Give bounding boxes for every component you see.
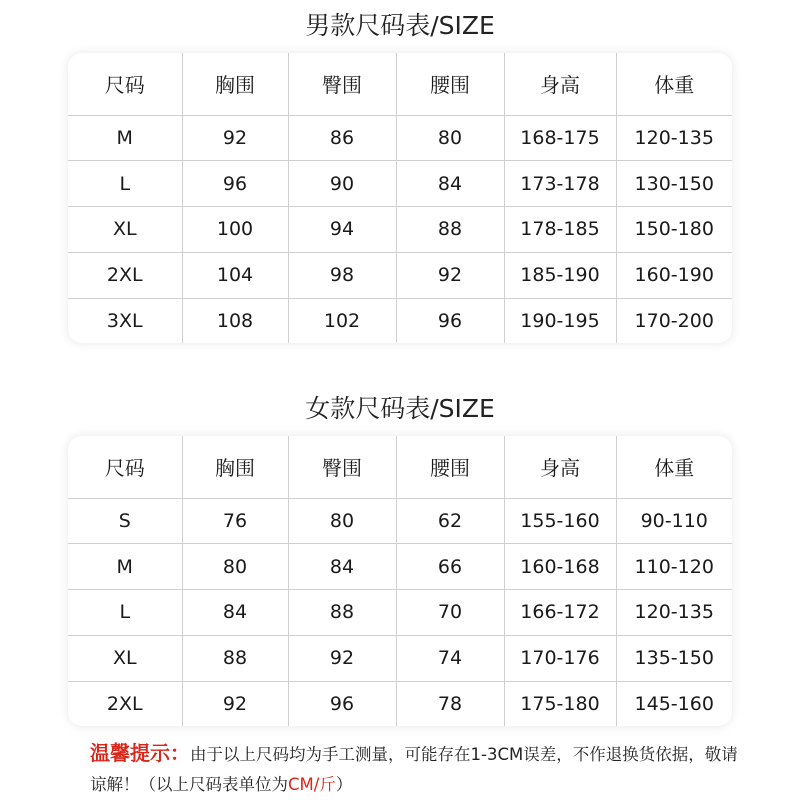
header-chest: 胸围 <box>182 53 288 115</box>
cell-chest: 88 <box>182 635 288 681</box>
cell-waist: 96 <box>396 298 504 343</box>
note-lead: 温馨提示： <box>90 741 190 765</box>
cell-chest: 80 <box>182 544 288 590</box>
cell-height: 168-175 <box>504 115 616 161</box>
header-waist: 腰围 <box>396 436 504 498</box>
cell-height: 175-180 <box>504 681 616 726</box>
cell-height: 160-168 <box>504 544 616 590</box>
cell-weight: 120-135 <box>616 590 732 636</box>
header-height: 身高 <box>504 436 616 498</box>
cell-height: 155-160 <box>504 498 616 544</box>
cell-hip: 102 <box>288 298 396 343</box>
cell-waist: 88 <box>396 207 504 253</box>
women-size-chart-title: 女款尺码表/SIZE <box>305 394 495 423</box>
cell-chest: 76 <box>182 498 288 544</box>
cell-size: 2XL <box>68 252 182 298</box>
header-size: 尺码 <box>104 456 145 481</box>
cell-size: L <box>68 590 182 636</box>
cell-hip: 86 <box>288 115 396 161</box>
cell-weight: 110-120 <box>616 544 732 590</box>
cell-chest: 108 <box>182 298 288 343</box>
cell-chest: 84 <box>182 590 288 636</box>
table-row <box>68 207 732 253</box>
cell-height: 170-176 <box>504 635 616 681</box>
header-waist: 腰围 <box>396 53 504 115</box>
cell-waist: 74 <box>396 635 504 681</box>
cell-size: M <box>68 115 182 161</box>
header-weight: 体重 <box>616 436 732 498</box>
header-height: 身高 <box>504 53 616 115</box>
table-row <box>68 298 732 343</box>
note-unit: CM/斤 <box>288 775 336 794</box>
cell-hip: 88 <box>288 590 396 636</box>
table-row <box>68 498 732 544</box>
header-hip: 臀围 <box>288 53 396 115</box>
table-header-row <box>68 53 732 115</box>
cell-hip: 96 <box>288 681 396 726</box>
cell-chest: 96 <box>182 161 288 207</box>
table-row <box>68 681 732 726</box>
cell-size: XL <box>68 635 182 681</box>
cell-weight: 145-160 <box>616 681 732 726</box>
men-size-table <box>68 53 732 343</box>
cell-hip: 98 <box>288 252 396 298</box>
table-row <box>68 590 732 636</box>
table-row <box>68 161 732 207</box>
cell-weight: 160-190 <box>616 252 732 298</box>
cell-hip: 94 <box>288 207 396 253</box>
cell-weight: 170-200 <box>616 298 732 343</box>
cell-height: 173-178 <box>504 161 616 207</box>
cell-waist: 70 <box>396 590 504 636</box>
cell-hip: 92 <box>288 635 396 681</box>
note-close: ） <box>335 775 353 794</box>
cell-waist: 78 <box>396 681 504 726</box>
cell-weight: 150-180 <box>616 207 732 253</box>
cell-weight: 135-150 <box>616 635 732 681</box>
cell-hip: 84 <box>288 544 396 590</box>
women-size-table <box>68 436 732 726</box>
header-hip: 臀围 <box>288 436 396 498</box>
header-chest: 胸围 <box>182 436 288 498</box>
table-row <box>68 544 732 590</box>
note-text: 由于以上尺码均为手工测量，可能存在1-3CM误差，不作退换货依据，敬请谅解！（以上尺码表单位为 <box>90 745 738 794</box>
cell-waist: 92 <box>396 252 504 298</box>
table-header-row <box>68 436 732 498</box>
cell-height: 166-172 <box>504 590 616 636</box>
cell-size: S <box>68 498 182 544</box>
women-size-chart-card <box>68 436 732 726</box>
cell-hip: 80 <box>288 498 396 544</box>
header-size: 尺码 <box>104 73 145 98</box>
measurement-note <box>90 738 750 800</box>
cell-size: XL <box>68 207 182 253</box>
cell-height: 185-190 <box>504 252 616 298</box>
cell-waist: 66 <box>396 544 504 590</box>
cell-height: 178-185 <box>504 207 616 253</box>
table-row <box>68 635 732 681</box>
men-size-chart-card <box>68 53 732 343</box>
men-size-chart-title: 男款尺码表/SIZE <box>305 11 495 40</box>
cell-weight: 130-150 <box>616 161 732 207</box>
cell-weight: 90-110 <box>616 498 732 544</box>
cell-waist: 62 <box>396 498 504 544</box>
table-row <box>68 115 732 161</box>
cell-size: M <box>68 544 182 590</box>
cell-waist: 84 <box>396 161 504 207</box>
cell-chest: 100 <box>182 207 288 253</box>
cell-size: L <box>68 161 182 207</box>
cell-size: 2XL <box>68 681 182 726</box>
header-weight: 体重 <box>616 53 732 115</box>
cell-chest: 92 <box>182 115 288 161</box>
cell-chest: 92 <box>182 681 288 726</box>
cell-size: 3XL <box>68 298 182 343</box>
cell-hip: 90 <box>288 161 396 207</box>
cell-chest: 104 <box>182 252 288 298</box>
cell-weight: 120-135 <box>616 115 732 161</box>
cell-waist: 80 <box>396 115 504 161</box>
table-row <box>68 252 732 298</box>
cell-height: 190-195 <box>504 298 616 343</box>
